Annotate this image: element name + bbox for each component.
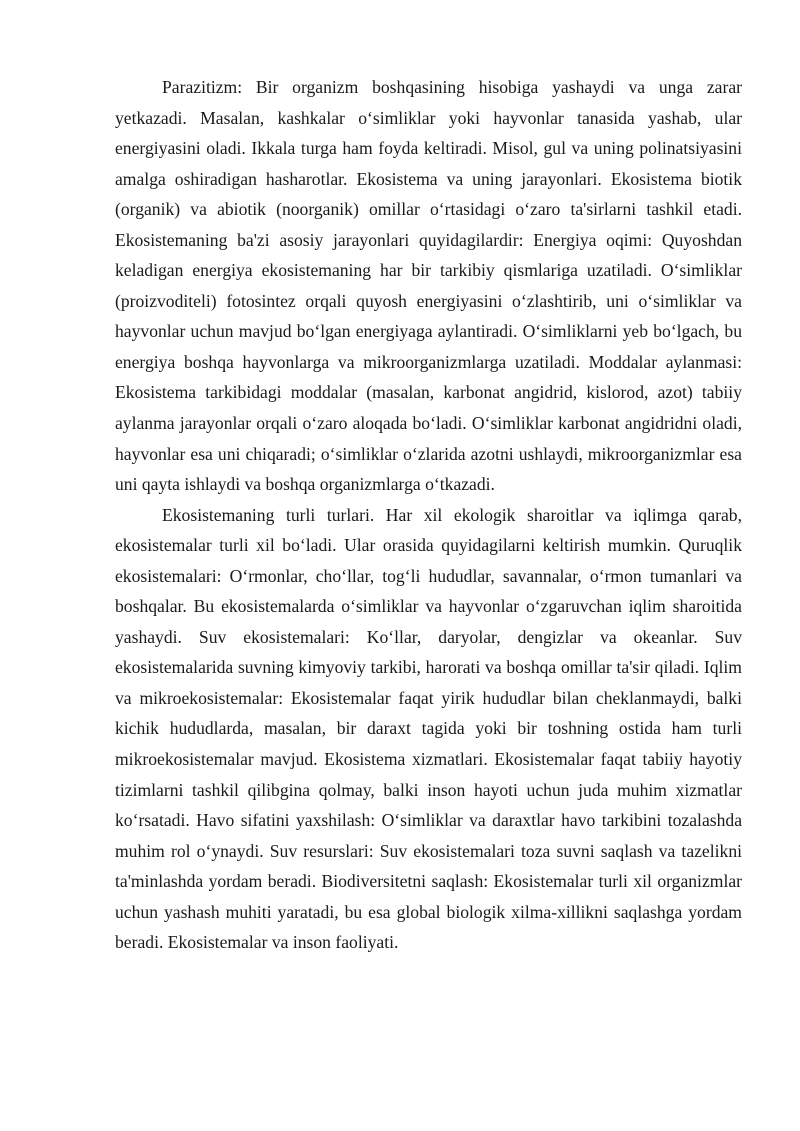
paragraph-parasitism-ecosystem-processes: Parazitizm: Bir organizm boshqasining hisobiga yashaydi va unga zarar yetkazadi. Masalan, kashkalar o‘simliklar yoki hayvonlar tanasida yashab, ular energiyasini oladi. Ikkala turga ham foyda keltiradi. Misol, gul va uning polinatsiyasini amalga oshiradigan hasharotlar. Ekosistema va uning jarayonlari. Ekosistema biotik (organik) va abiotik (noorganik) omillar o‘rtasidagi o‘zaro ta'sirlarni tashkil etadi. Ekosistemaning ba'zi asosiy jarayonlari quyidagilardir: Energiya oqimi: Quyoshdan keladigan energiya ekosistemaning har bir tarkibiy qismlariga uzatiladi. O‘simliklar (proizvoditeli) fotosintez orqali quyosh energiyasini o‘zlashtirib, uni o‘simliklar va hayvonlar uchun mavjud bo‘lgan energiyaga aylantiradi. O‘simliklarni yeb bo‘lgach, bu energiya boshqa hayvonlarga va mikroorganizmlarga uzatiladi. Moddalar aylanmasi: Ekosistema tarkibidagi moddalar (masalan, karbonat angidrid, kislorod, azot) tabiiy aylanma jarayonlar orqali o‘zaro aloqada bo‘ladi. O‘simliklar karbonat angidridni oladi, hayvonlar esa uni chiqaradi; o‘simliklar o‘zlarida azotni ushlaydi, mikroorganizmlar esa uni qayta ishlaydi va boshqa organizmlarga o‘tkazadi. <box>115 77 742 495</box>
paragraph-ecosystem-types-services: Ekosistemaning turli turlari. Har xil ekologik sharoitlar va iqlimga qarab, ekosistemalar turli xil bo‘ladi. Ular orasida quyidagilarni keltirish mumkin. Quruqlik ekosistemalari: O‘rmonlar, cho‘llar, tog‘li hududlar, savannalar, o‘rmon tumanlari va boshqalar. Bu ekosistemalarda o‘simliklar va hayvonlar o‘zgaruvchan iqlim sharoitida yashaydi. Suv ekosistemalari: Ko‘llar, daryolar, dengizlar va okeanlar. Suv ekosistemalarida suvning kimyoviy tarkibi, harorati va boshqa omillar ta'sir qiladi. Iqlim va mikroekosistemalar: Ekosistemalar faqat yirik hududlar bilan cheklanmaydi, balki kichik hududlarda, masalan, bir daraxt tagida yoki bir toshning ostida ham turli mikroekosistemalar mavjud. Ekosistema xizmatlari. Ekosistemalar faqat tabiiy hayotiy tizimlarni tashkil qilibgina qolmay, balki inson hayoti uchun juda muhim xizmatlar ko‘rsatadi. Havo sifatini yaxshilash: O‘simliklar va daraxtlar havo tarkibini tozalashda muhim rol o‘ynaydi. Suv resurslari: Suv ekosistemalari toza suvni saqlash va tazelikni ta'minlashda yordam beradi. Biodiversitetni saqlash: Ekosistemalar turli xil organizmlar uchun yashash muhiti yaratadi, bu esa global biologik xilma-xillikni saqlashga yordam beradi. Ekosistemalar va inson faoliyati. <box>115 504 742 953</box>
document-body <box>115 72 742 958</box>
